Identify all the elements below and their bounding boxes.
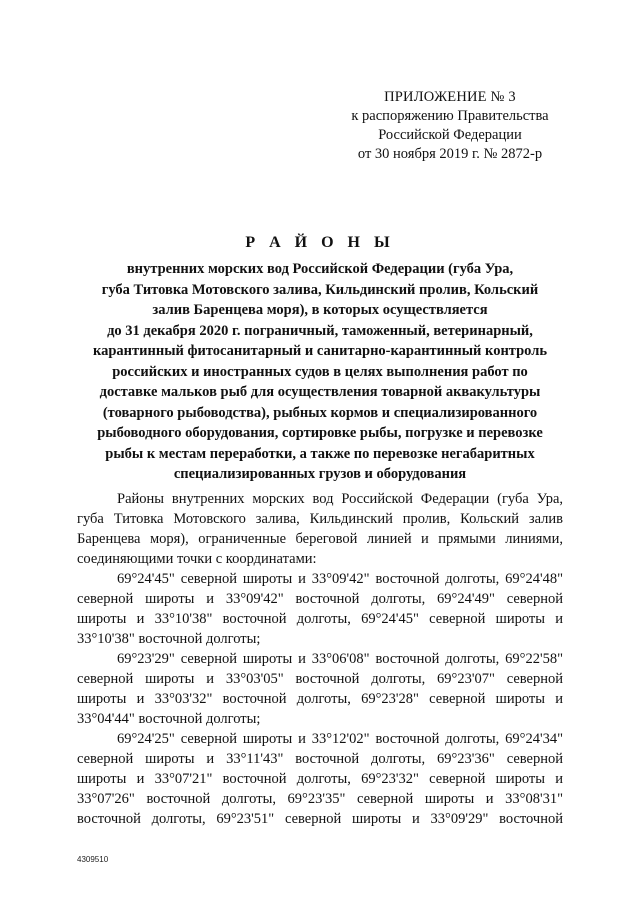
body-line: 69°23'29" северной широты и 33°06'08" восточной долготы, 69°22'58" <box>117 651 563 667</box>
document-code: 4309510 <box>77 855 109 864</box>
heading-line: российских и иностранных судов в целях выполнения работ по <box>112 363 528 380</box>
body-line: соединяющими точки с координатами: <box>77 551 317 567</box>
body-line: широты и 33°03'32" восточной долготы, 69°23'28" северной широты и <box>77 691 563 707</box>
heading-line: внутренних морских вод Российской Федерации (губа Ура, <box>126 261 514 277</box>
body-line: восточной долготы, 69°23'51" северной широты и 33°09'29" восточной <box>77 811 563 827</box>
annex-reference-date: от 30 ноября 2019 г. № 2872-р <box>357 146 543 162</box>
body-line: северной широты и 33°03'05" восточной долготы, 69°23'07" северной <box>77 671 563 687</box>
body-line: северной широты и 33°11'43" восточной долготы, 69°23'36" северной <box>77 751 563 767</box>
body-line: 33°04'44" восточной долготы; <box>77 711 261 727</box>
heading-line: карантинный фитосанитарный и санитарно-карантинный контроль <box>92 343 548 359</box>
document-title: Р А Й О Н Ы <box>245 234 395 251</box>
heading-line: доставке мальков рыб для осуществления товарной аквакультуры <box>99 384 541 400</box>
heading-line: (товарного рыбоводства), рыбных кормов и специализированного <box>102 404 538 421</box>
annex-reference-line-2: Российской Федерации <box>378 127 522 143</box>
heading-line: до 31 декабря 2020 г. пограничный, таможенный, ветеринарный, <box>107 322 533 339</box>
body-line: губа Титовка Мотовского залива, Кильдинский пролив, Кольский залив <box>77 511 563 527</box>
heading-line: специализированных грузов и оборудования <box>173 466 467 482</box>
heading-line: рыбы к местам переработки, а также по перевозке негабаритных <box>105 445 535 462</box>
body-line: Баренцева моря), ограниченные береговой линией и прямыми линиями, <box>77 531 563 547</box>
document-heading <box>60 233 580 485</box>
heading-line: губа Титовка Мотовского залива, Кильдинский пролив, Кольский <box>101 281 539 298</box>
body-line: 69°24'25" северной широты и 33°12'02" восточной долготы, 69°24'34" <box>117 731 563 747</box>
body-line: 33°10'38" восточной долготы; <box>77 631 261 647</box>
body-line: широты и 33°10'38" восточной долготы, 69°24'45" северной широты и <box>77 611 563 627</box>
heading-line: залив Баренцева моря), в которых осуществляется <box>152 302 488 318</box>
body-line: широты и 33°07'21" восточной долготы, 69°23'32" северной широты и <box>77 771 563 787</box>
heading-line: рыбоводного оборудования, сортировке рыбы, погрузке и перевозке <box>97 425 543 441</box>
annex-title: ПРИЛОЖЕНИЕ № 3 <box>384 89 516 105</box>
body-line: 33°07'26" восточной долготы, 69°23'35" северной широты и 33°08'31" <box>77 791 563 807</box>
body-line: северной широты и 33°09'42" восточной долготы, 69°24'49" северной <box>77 591 563 607</box>
body-line: Районы внутренних морских вод Российской Федерации (губа Ура, <box>117 491 563 507</box>
document-body <box>77 489 563 829</box>
annex-reference-line-1: к распоряжению Правительства <box>351 108 549 124</box>
annex-header <box>340 88 560 164</box>
body-line: 69°24'45" северной широты и 33°09'42" восточной долготы, 69°24'48" <box>117 571 563 587</box>
